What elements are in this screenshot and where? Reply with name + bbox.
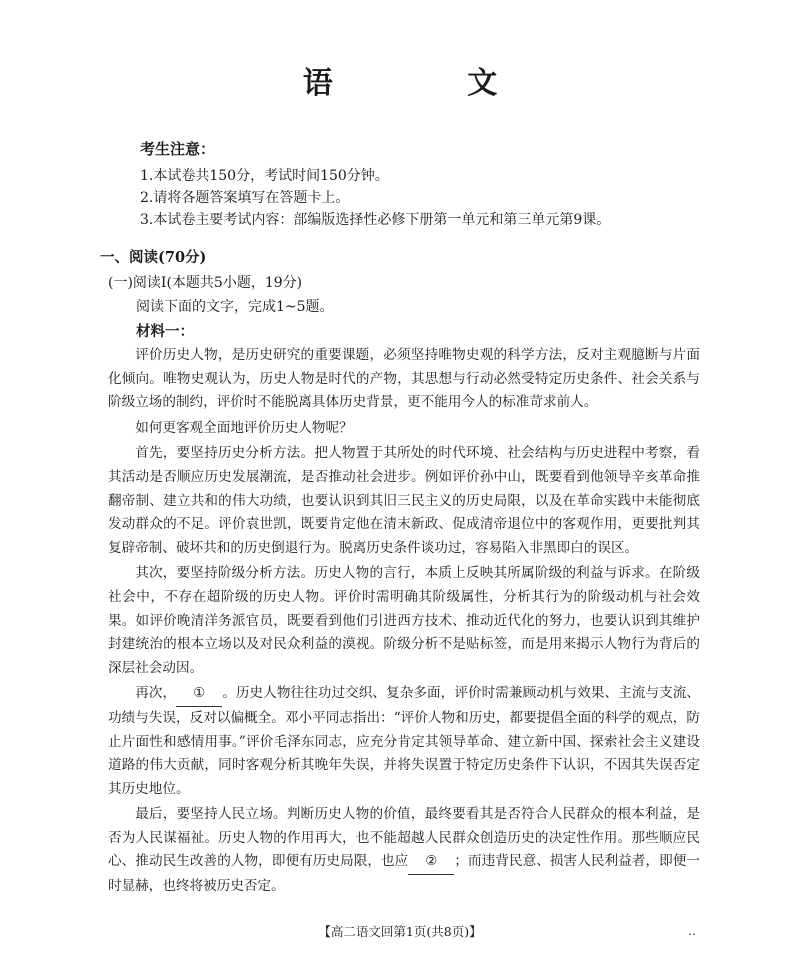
page-footer: 【高二语文回第1页(共8页)】 <box>318 924 482 939</box>
passage-paragraph: 如何更客观全面地评价历史人物呢？ <box>135 419 353 436</box>
corner-mark: ‥ <box>688 924 697 938</box>
subsection-heading: (一)阅读Ⅰ(本题共5小题，19分) <box>108 275 303 291</box>
section-heading: 一、阅读(70分) <box>100 249 207 266</box>
notice-item: 2.请将各题答案填写在答题卡上。 <box>140 190 350 206</box>
page-title: 语 文 <box>302 66 560 101</box>
passage-paragraph: 首先，要坚持历史分析方法。把人物置于其所处的时代环境、社会结构与历史进程中考察，看其活动是否顺应历史发展潮流，是否推动社会进步。例如评价孙中山，既要看到他领导辛亥革命推翻帝制、建立共和的伟大功绩，也要认识到其旧三民主义的历史局限，以及在革命实践中未能彻底发动群众的不足。评价袁世凯，既要肯定他在清末新政、促成清帝退位中的客观作用，更要批判其复辟帝制、破坏共和的历史倒退行为。脱离历史条件谈功过，容易陷入非黑即白的误区。 <box>108 445 700 556</box>
notice-item: 1.本试卷共150分，考试时间150分钟。 <box>140 168 389 184</box>
answer-blank-2: ② <box>408 850 454 875</box>
paragraph-text: 最后，要坚持人民立场。判断历史人物的价值，最终要看其是否符合人民群众的根本利益，是否为人民谋福祉。历史人物的作用再大，也不能超越人民群众创造历史的决定性作用。那些顺应民心、推动民生改善的人物，即便有历史局限，也应 <box>108 806 700 870</box>
passage-paragraph: 其次，要坚持阶级分析方法。历史人物的言行，本质上反映其所属阶级的利益与诉求。在阶级社会中，不存在超阶级的历史人物。评价时需明确其阶级属性，分析其行为的阶级动机与社会效果。如评价晚清洋务派官员，既要看到他们引进西方技术、推动近代化的努力，也要认识到其维护封建统治的根本立场以及对民众利益的漠视。阶级分析不是贴标签，而是用来揭示人物行为背后的深层社会动因。 <box>108 565 700 676</box>
reading-passage <box>108 344 700 901</box>
material-label: 材料一： <box>136 323 194 340</box>
notice-heading: 考生注意： <box>140 140 216 158</box>
paragraph-text: 再次， <box>135 685 177 702</box>
notice-item: 3.本试卷主要考试内容：部编版选择性必修下册第一单元和第三单元第9课。 <box>140 212 611 228</box>
answer-blank-1: ① <box>176 682 222 707</box>
reading-instruction: 阅读下面的文字，完成1~5题。 <box>136 299 334 315</box>
exam-notice <box>140 138 740 231</box>
passage-paragraph <box>108 803 700 898</box>
passage-paragraph: 评价历史人物，是历史研究的重要课题，必须坚持唯物史观的科学方法，反对主观臆断与片面化倾向。唯物史观认为，历史人物是时代的产物，其思想与行动必然受特定历史条件、社会关系与阶级立场的制约，评价时不能脱离具体历史背景，更不能用今人的标准苛求前人。 <box>108 347 700 411</box>
paragraph-text: ；而违背民意、损害人民利益者，即便一时显赫，也终将被历史否定。 <box>108 853 701 895</box>
passage-paragraph <box>108 682 700 801</box>
paragraph-text: 。历史人物往往功过交织、复杂多面，评价时需兼顾动机与效果、主流与支流、功绩与失误，反对以偏概全。邓小平同志指出：“评价人物和历史，都要提倡全面的科学的观点，防止片面性和感情用事。”评价毛泽东同志，应充分肯定其领导革命、建立新中国、探索社会主义建设道路的伟大贡献，同时客观分析其晚年失误，并将失误置于特定历史条件下认识，不因其失误否定其历史地位。 <box>108 685 701 797</box>
